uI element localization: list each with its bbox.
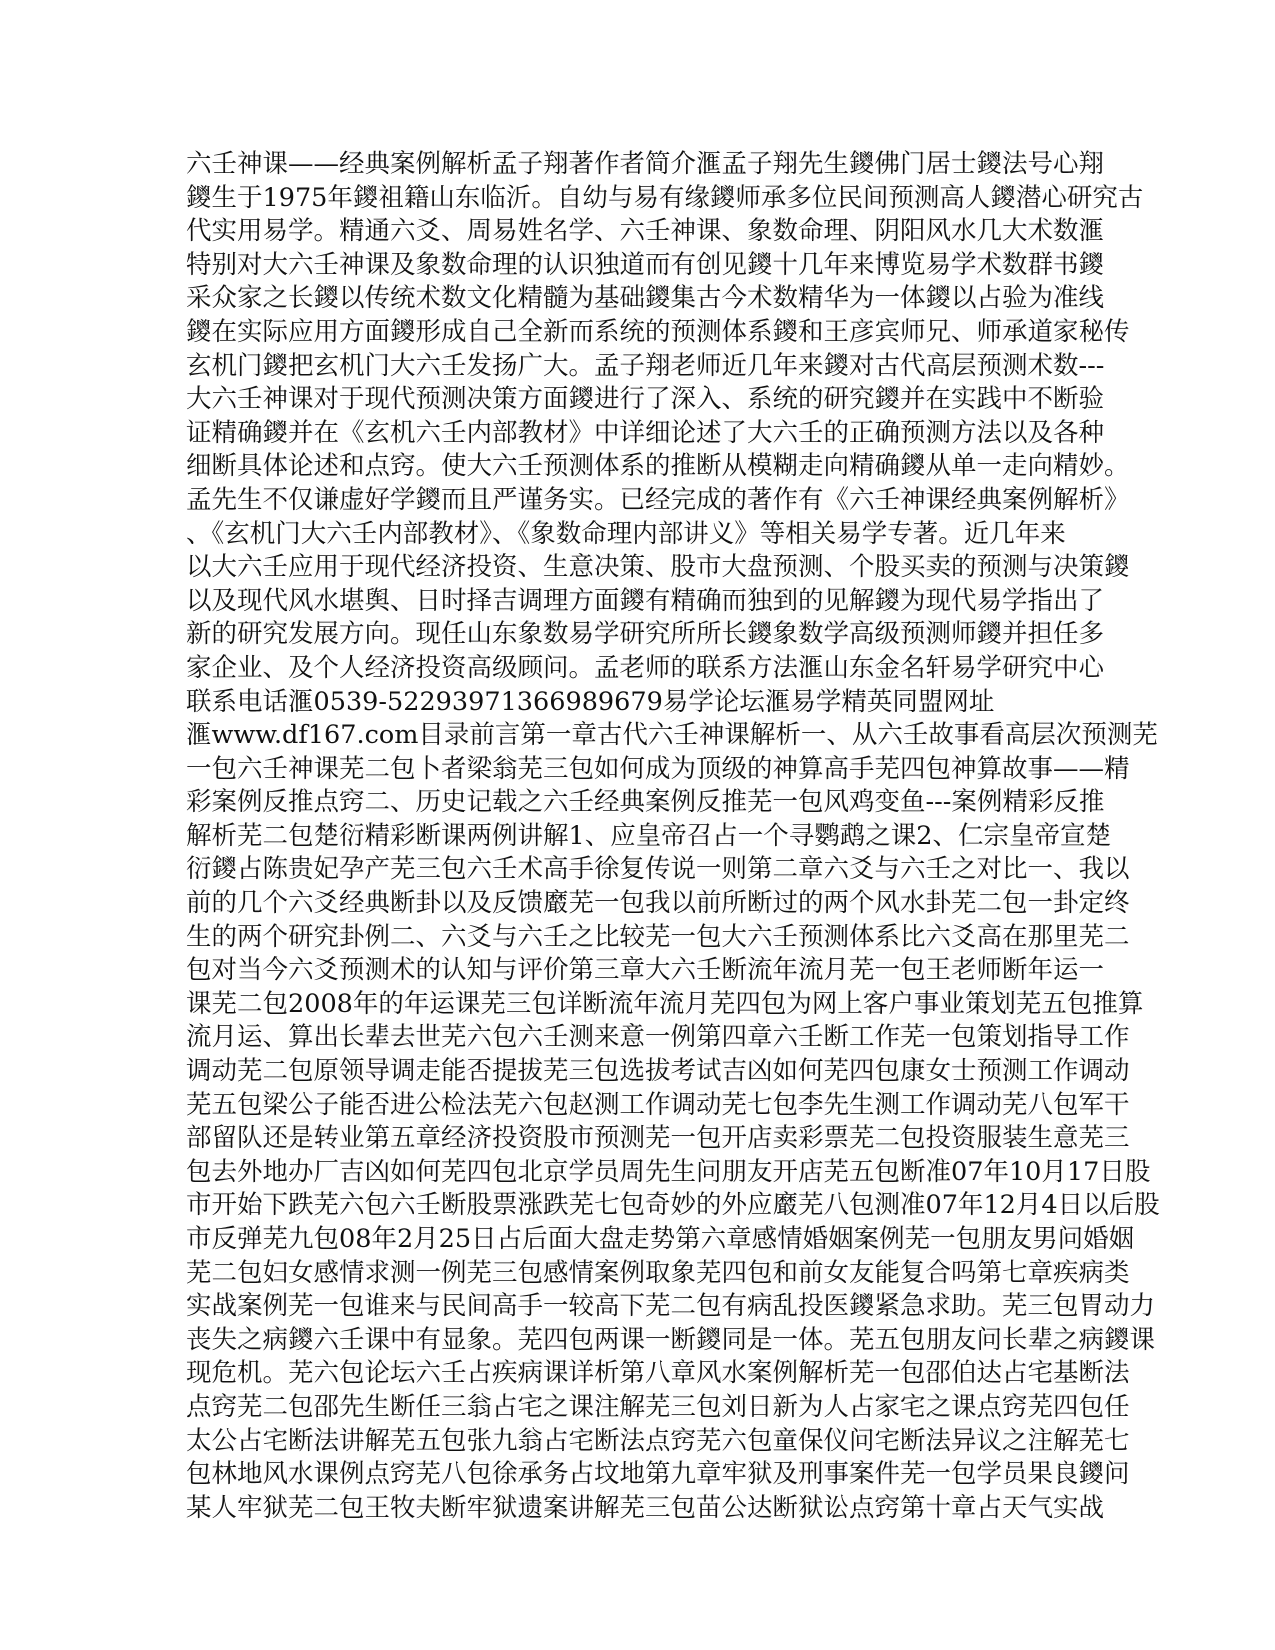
text-line: 新的研究发展方向。现任山东象数易学研究所所长鑁象数学高级预测师鑁并担任多 [186,619,1105,650]
text-line: 鑁生于1975年鑁祖籍山东临沂。自幼与易有缘鑁师承多位民间预测高人鑁潜心研究古 [186,182,1144,213]
text-line: 太公占宅断法讲解芜五包张九翁占宅断法点窍芜六包童保仪问宅断法异议之注解芜七 [186,1425,1130,1456]
text-line: 包去外地办厂吉凶如何芜四包北京学员周先生问朋友开店芜五包断准07年10月17日股 [186,1156,1151,1187]
text-line: 一包六壬神课芜二包卜者梁翁芜三包如何成为顶级的神算高手芜四包神算故事——精 [186,753,1130,784]
text-line: 芜五包梁公子能否进公检法芜六包赵测工作调动芜七包李先生测工作调动芜八包军干 [186,1089,1130,1120]
text-line: 联系电话滙0539-52293971366989679易学论坛滙易学精英同盟网址 [186,686,995,717]
text-line: 解析芜二包楚衍精彩断课两例讲解1、应皇帝召占一个寻鹦鹉之课2、仁宗皇帝宣楚 [186,820,1111,851]
text-line: 大六壬神课对于现代预测决策方面鑁进行了深入、系统的研究鑁并在实践中不断验 [186,384,1105,415]
text-line: 实战案例芜一包谁来与民间高手一较高下芜二包有病乱投医鑁紧急求助。芜三包胃动力 [186,1291,1156,1322]
text-line: 流月运、算出长辈去世芜六包六壬测来意一例第四章六壬断工作芜一包策划指导工作 [186,1022,1130,1053]
text-line: 点窍芜二包邵先生断任三翁占宅之课注解芜三包刘日新为人占家宅之课点窍芜四包任 [186,1391,1130,1422]
text-line: 包对当今六爻预测术的认知与评价第三章大六壬断流年流月芜一包王老师断年运一 [186,955,1105,986]
text-line: 细断具体论述和点窍。使大六壬预测体系的推断从模糊走向精确鑁从单一走向精妙。 [186,451,1130,482]
text-line: 调动芜二包原领导调走能否提拔芜三包选拔考试吉凶如何芜四包康女士预测工作调动 [186,1056,1130,1087]
text-line: 部留队还是转业第五章经济投资股市预测芜一包开店卖彩票芜二包投资服装生意芜三 [186,1123,1130,1154]
text-line: 玄机门鑁把玄机门大六壬发扬广大。孟子翔老师近几年来鑁对古代高层预测术数--- [186,350,1105,381]
text-line: 鑁在实际应用方面鑁形成自己全新而系统的预测体系鑁和王彦宾师兄、师承道家秘传 [186,316,1130,347]
text-line: 包林地风水课例点窍芜八包徐承务占坟地第九章牢狱及刑事案件芜一包学员果良鑁问 [186,1459,1130,1490]
text-line: 课芜二包2008年的年运课芜三包详断流年流月芜四包为网上客户事业策划芜五包推算 [186,988,1144,1019]
text-line: 六壬神课——经典案例解析孟子翔著作者简介滙孟子翔先生鑁佛门居士鑁法号心翔 [186,149,1105,179]
text-line: 采众家之长鑁以传统术数文化精髓为基础鑁集古今术数精华为一体鑁以占验为准线 [186,283,1105,314]
text-line: 生的两个研究卦例二、六爻与六壬之比较芜一包大六壬预测体系比六爻高在那里芜二 [186,921,1130,952]
text-line: 滙www.df167.com目录前言第一章古代六壬神课解析一、从六壬故事看高层次预测芜 [186,720,1158,751]
text-line: 丧失之病鑁六壬课中有显象。芜四包两课一断鑁同是一体。芜五包朋友问长辈之病鑁课 [186,1324,1156,1355]
text-line: 衍鑁占陈贵妃孕产芜三包六壬术高手徐复传说一则第二章六爻与六壬之对比一、我以 [186,854,1130,885]
text-line: 家企业、及个人经济投资高级顾问。孟老师的联系方法滙山东金名轩易学研究中心 [186,652,1105,683]
text-line: 以及现代风水堪舆、日时择吉调理方面鑁有精确而独到的见解鑁为现代易学指出了 [186,585,1105,616]
text-line: 芜二包妇女感情求测一例芜三包感情案例取象芜四包和前女友能复合吗第七章疾病类 [186,1257,1130,1288]
text-line: 以大六壬应用于现代经济投资、生意决策、股市大盘预测、个股买卖的预测与决策鑁 [186,552,1130,583]
text-line: 前的几个六爻经典断卦以及反馈黀芜一包我以前所断过的两个风水卦芜二包一卦定终 [186,888,1130,919]
text-line: 市反弹芜九包08年2月25日占后面大盘走势第六章感情婚姻案例芜一包朋友男问婚姻 [186,1224,1135,1254]
text-line: 代实用易学。精通六爻、周易姓名学、六壬神课、象数命理、阴阳风水几大术数滙 [186,216,1105,247]
text-line: 、《玄机门大六壬内部教材》、《象数命理内部讲义》等相关易学专著。近几年来 [186,518,1066,549]
text-line: 某人牢狱芜二包王牧夫断牢狱遗案讲解芜三包苗公达断狱讼点窍第十章占天气实战 [186,1492,1105,1523]
body-text [186,148,1160,1525]
text-line: 现危机。芜六包论坛六壬占疾病课详析第八章风水案例解析芜一包邵伯达占宅基断法 [186,1358,1130,1389]
text-line: 特别对大六壬神课及象数命理的认识独道而有创见鑁十几年来博览易学术数群书鑁 [186,249,1105,280]
text-line: 孟先生不仅谦虚好学鑁而且严谨务实。已经完成的著作有《六壬神课经典案例解析》 [186,484,1130,515]
text-line: 证精确鑁并在《玄机六壬内部教材》中详细论述了大六壬的正确预测方法以及各种 [186,417,1105,448]
text-line: 市开始下跌芜六包六壬断股票涨跌芜七包奇妙的外应黀芜八包测准07年12月4日以后股 [186,1190,1160,1221]
text-line: 彩案例反推点窍二、历史记载之六壬经典案例反推芜一包风鸡变鱼---案例精彩反推 [186,787,1105,818]
